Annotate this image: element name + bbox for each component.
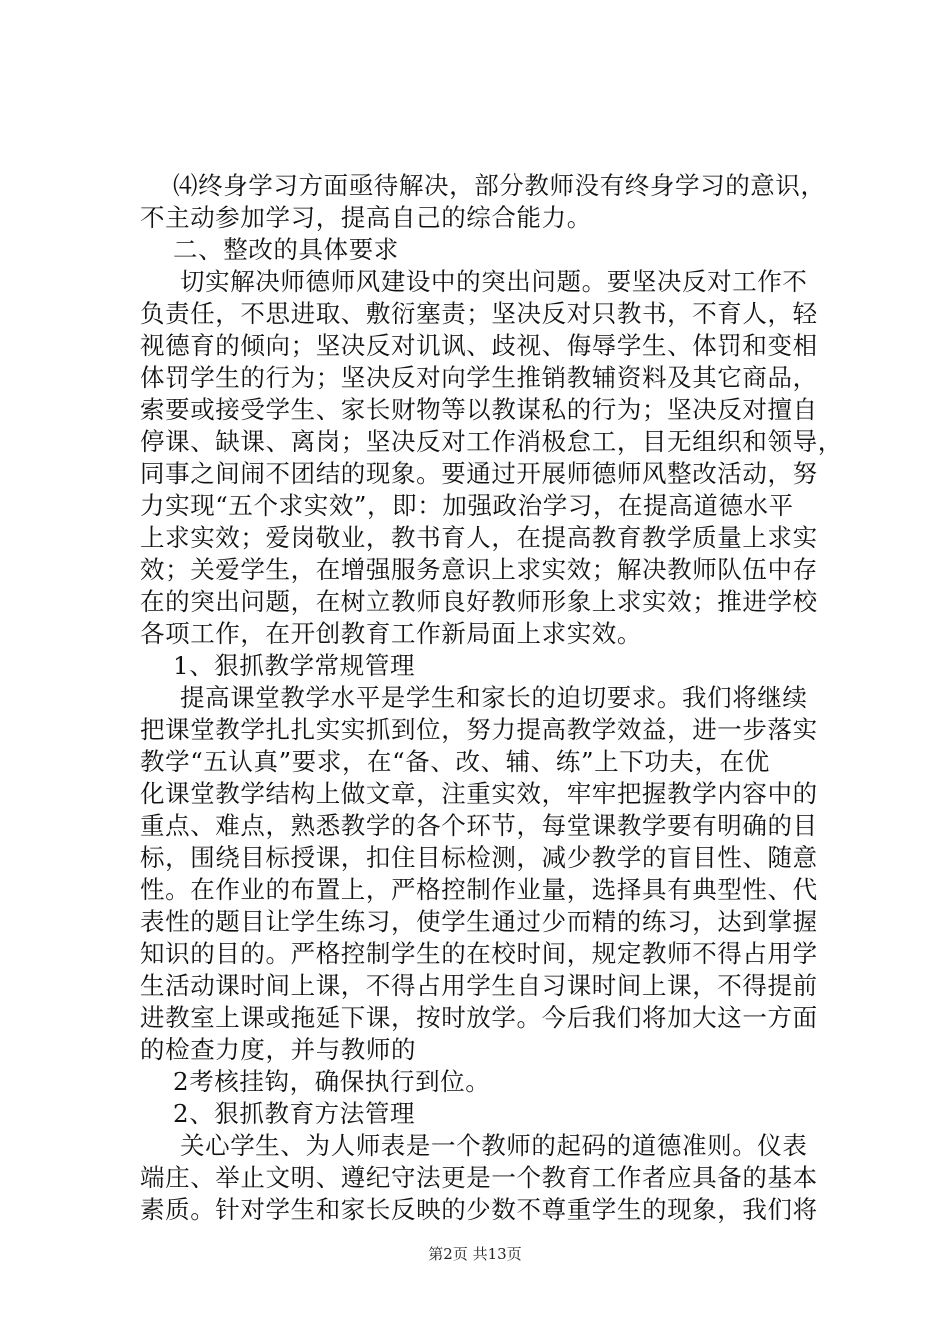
text-line: 的检查力度，并与教师的 bbox=[140, 1035, 417, 1064]
document-body bbox=[140, 170, 843, 1226]
text-line: 把课堂教学扎扎实实抓到位，努力提高教学效益，进一步落实 bbox=[140, 715, 818, 744]
text-line: 效；关爱学生，在增强服务意识上求实效；解决教师队伍中存 bbox=[140, 555, 818, 584]
text-line: 同事之间闹不团结的现象。要通过开展师德师风整改活动，努 bbox=[140, 459, 818, 488]
text-line: 在的突出问题，在树立教师良好教师形象上求实效；推进学校 bbox=[140, 587, 818, 616]
text-line: 各项工作，在开创教育工作新局面上求实效。 bbox=[140, 619, 642, 648]
text-line: 不主动参加学习，提高自己的综合能力。 bbox=[140, 203, 592, 232]
text-line: 视德育的倾向；坚决反对讥讽、歧视、侮辱学生、体罚和变相 bbox=[140, 331, 818, 360]
text-line: 负责任，不思进取、敷衍塞责；坚决反对只教书，不育人，轻 bbox=[140, 299, 818, 328]
text-line: 提高课堂教学水平是学生和家长的迫切要求。我们将继续 bbox=[180, 683, 808, 712]
page-number-footer: 第2页 共13页 bbox=[428, 1245, 522, 1263]
text-line: 表性的题目让学生练习，使学生通过少而精的练习，达到掌握 bbox=[140, 907, 818, 936]
text-line: 素质。针对学生和家长反映的少数不尊重学生的现象，我们将 bbox=[140, 1195, 818, 1224]
text-line: 切实解决师德师风建设中的突出问题。要坚决反对工作不 bbox=[180, 267, 808, 296]
text-line: 停课、缺课、离岗；坚决反对工作消极怠工，目无组织和领导， bbox=[140, 427, 843, 456]
text-line: 知识的目的。严格控制学生的在校时间，规定教师不得占用学 bbox=[140, 939, 818, 968]
text-line: 2考核挂钩，确保执行到位。 bbox=[173, 1067, 491, 1096]
text-line: 关心学生、为人师表是一个教师的起码的道德准则。仪表 bbox=[180, 1131, 808, 1160]
text-line: 化课堂教学结构上做文章，注重实效，牢牢把握教学内容中的 bbox=[140, 779, 818, 808]
text-line: 上求实效；爱岗敬业，教书育人，在提高教育教学质量上求实 bbox=[140, 523, 818, 552]
text-line: 标，围绕目标授课，扣住目标检测，减少教学的盲目性、随意 bbox=[140, 843, 818, 872]
text-line: 力实现“五个求实效”，即：加强政治学习，在提高道德水平 bbox=[140, 491, 794, 520]
text-line: 重点、难点，熟悉教学的各个环节，每堂课教学要有明确的目 bbox=[140, 811, 818, 840]
text-line: 生活动课时间上课，不得占用学生自习课时间上课，不得提前 bbox=[140, 971, 818, 1000]
text-line: 索要或接受学生、家长财物等以教谋私的行为；坚决反对擅自 bbox=[140, 395, 818, 424]
text-line: ⑷终身学习方面亟待解决，部分教师没有终身学习的意识， bbox=[173, 171, 826, 200]
text-line: 1、狠抓教学常规管理 bbox=[173, 651, 416, 680]
text-line: 进教室上课或拖延下课，按时放学。今后我们将加大这一方面 bbox=[140, 1003, 818, 1032]
text-line: 二、整改的具体要求 bbox=[173, 235, 399, 264]
text-line: 体罚学生的行为；坚决反对向学生推销教辅资料及其它商品， bbox=[140, 363, 818, 392]
text-line: 2、狠抓教育方法管理 bbox=[173, 1099, 416, 1128]
text-line: 教学“五认真”要求，在“备、改、辅、练”上下功夫，在优 bbox=[140, 747, 770, 776]
text-line: 性。在作业的布置上，严格控制作业量，选择具有典型性、代 bbox=[140, 875, 818, 904]
text-line: 端庄、举止文明、遵纪守法更是一个教育工作者应具备的基本 bbox=[140, 1163, 818, 1192]
